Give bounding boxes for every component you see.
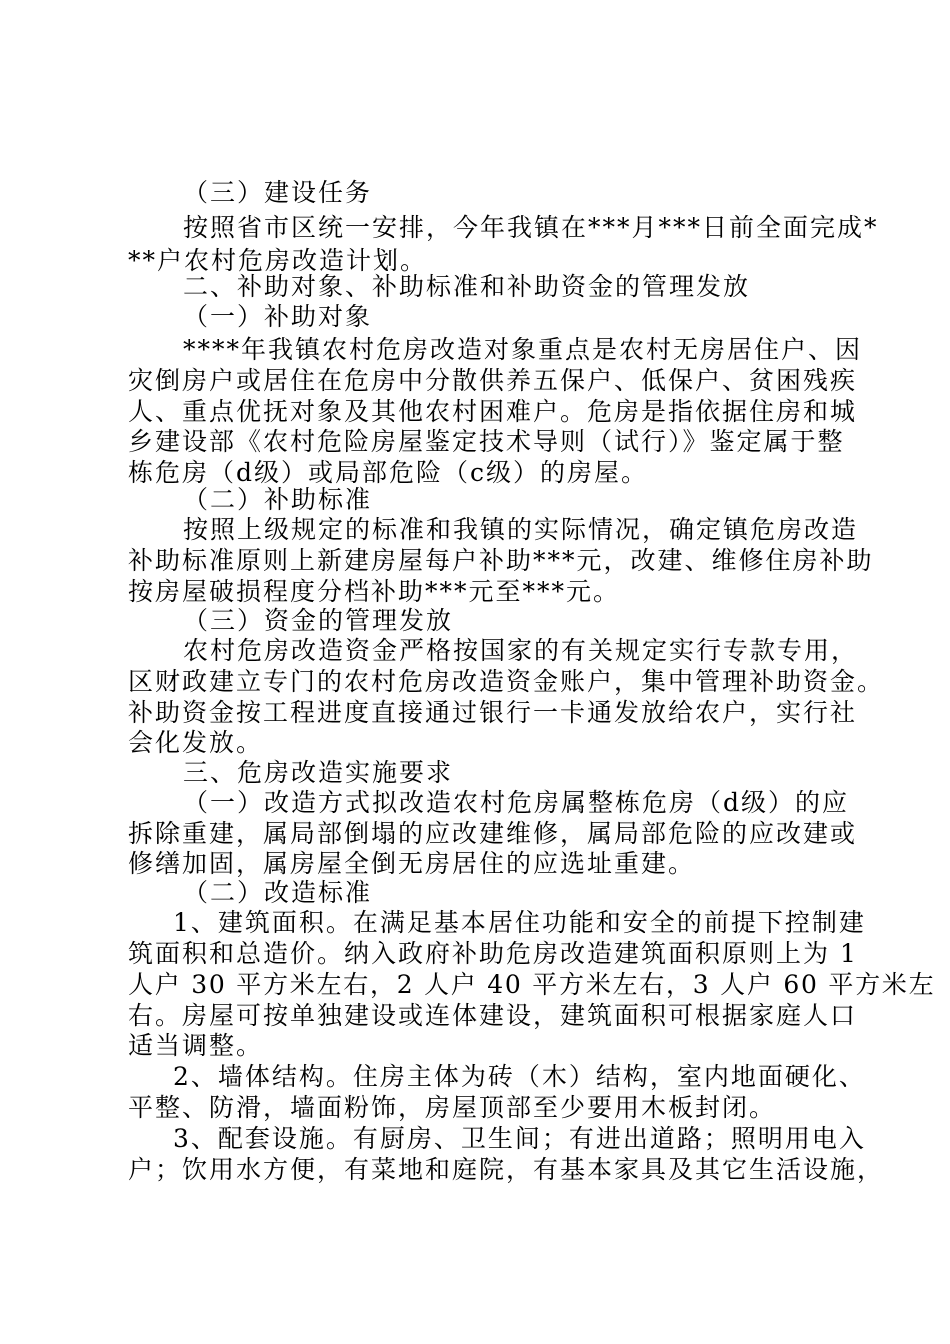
paragraph-line: 户；饮用水方便，有菜地和庭院，有基本家具及其它生活设施， xyxy=(128,1155,885,1184)
paragraph-line: 人、重点优抚对象及其他农村困难户。危房是指依据住房和城 xyxy=(128,397,858,426)
paragraph-line: 灾倒房户或居住在危房中分散供养五保户、低保户、贫困残疾 xyxy=(128,366,858,395)
section-heading-subsidy-standard: （二）补助标准 xyxy=(183,485,373,514)
section-heading-construction-task: （三）建设任务 xyxy=(183,178,373,207)
chapter-heading-subsidy: 二、补助对象、补助标准和补助资金的管理发放 xyxy=(183,272,751,301)
paragraph-line: 区财政建立专门的农村危房改造资金账户，集中管理补助资金。 xyxy=(128,667,885,696)
paragraph-line: 会化发放。 xyxy=(128,728,264,757)
section-heading-fund-management: （三）资金的管理发放 xyxy=(183,606,454,635)
paragraph-line: 修缮加固，属房屋全倒无房居住的应选址重建。 xyxy=(128,849,696,878)
chapter-heading-requirements: 三、危房改造实施要求 xyxy=(183,758,454,787)
paragraph-line: 补助资金按工程进度直接通过银行一卡通发放给农户，实行社 xyxy=(128,698,858,727)
paragraph-line: （一）改造方式拟改造农村危房属整栋危房（d级）的应 xyxy=(183,788,850,817)
paragraph-line: 适当调整。 xyxy=(128,1031,264,1060)
paragraph-line: 1、建筑面积。在满足基本居住功能和安全的前提下控制建 xyxy=(173,908,866,937)
paragraph-line: **户农村危房改造计划。 xyxy=(128,246,428,275)
paragraph-line: 农村危房改造资金严格按国家的有关规定实行专款专用， xyxy=(183,636,859,665)
paragraph-line: 拆除重建，属局部倒塌的应改建维修，属局部危险的应改建或 xyxy=(128,819,858,848)
paragraph-line: 栋危房（d级）或局部危险（c级）的房屋。 xyxy=(128,458,649,487)
paragraph-line: 按照省市区统一安排，今年我镇在***月***日前全面完成* xyxy=(183,213,879,242)
paragraph-line: 按照上级规定的标准和我镇的实际情况，确定镇危房改造 xyxy=(183,515,859,544)
paragraph-line: 乡建设部《农村危险房屋鉴定技术导则（试行）》鉴定属于整 xyxy=(128,427,845,456)
paragraph-line: 人户 30 平方米左右，2 人户 40 平方米左右，3 人户 60 平方米左 xyxy=(128,970,936,999)
paragraph-line: 2、墙体结构。住房主体为砖（木）结构，室内地面硬化、 xyxy=(173,1062,866,1091)
section-heading-subsidy-target: （一）补助对象 xyxy=(183,302,373,331)
paragraph-line: ****年我镇农村危房改造对象重点是农村无房居住户、因 xyxy=(183,335,863,364)
section-heading-renovation-standard: （二）改造标准 xyxy=(183,878,373,907)
paragraph-line: 按房屋破损程度分档补助***元至***元。 xyxy=(128,577,621,606)
paragraph-line: 3、配套设施。有厨房、卫生间；有进出道路；照明用电入 xyxy=(173,1124,866,1153)
paragraph-line: 筑面积和总造价。纳入政府补助危房改造建筑面积原则上为 1 xyxy=(128,939,858,968)
paragraph-line: 补助标准原则上新建房屋每户补助***元，改建、维修住房补助 xyxy=(128,546,874,575)
paragraph-line: 右。房屋可按单独建设或连体建设，建筑面积可根据家庭人口 xyxy=(128,1001,858,1030)
paragraph-line: 平整、防滑，墙面粉饰，房屋顶部至少要用木板封闭。 xyxy=(128,1093,777,1122)
